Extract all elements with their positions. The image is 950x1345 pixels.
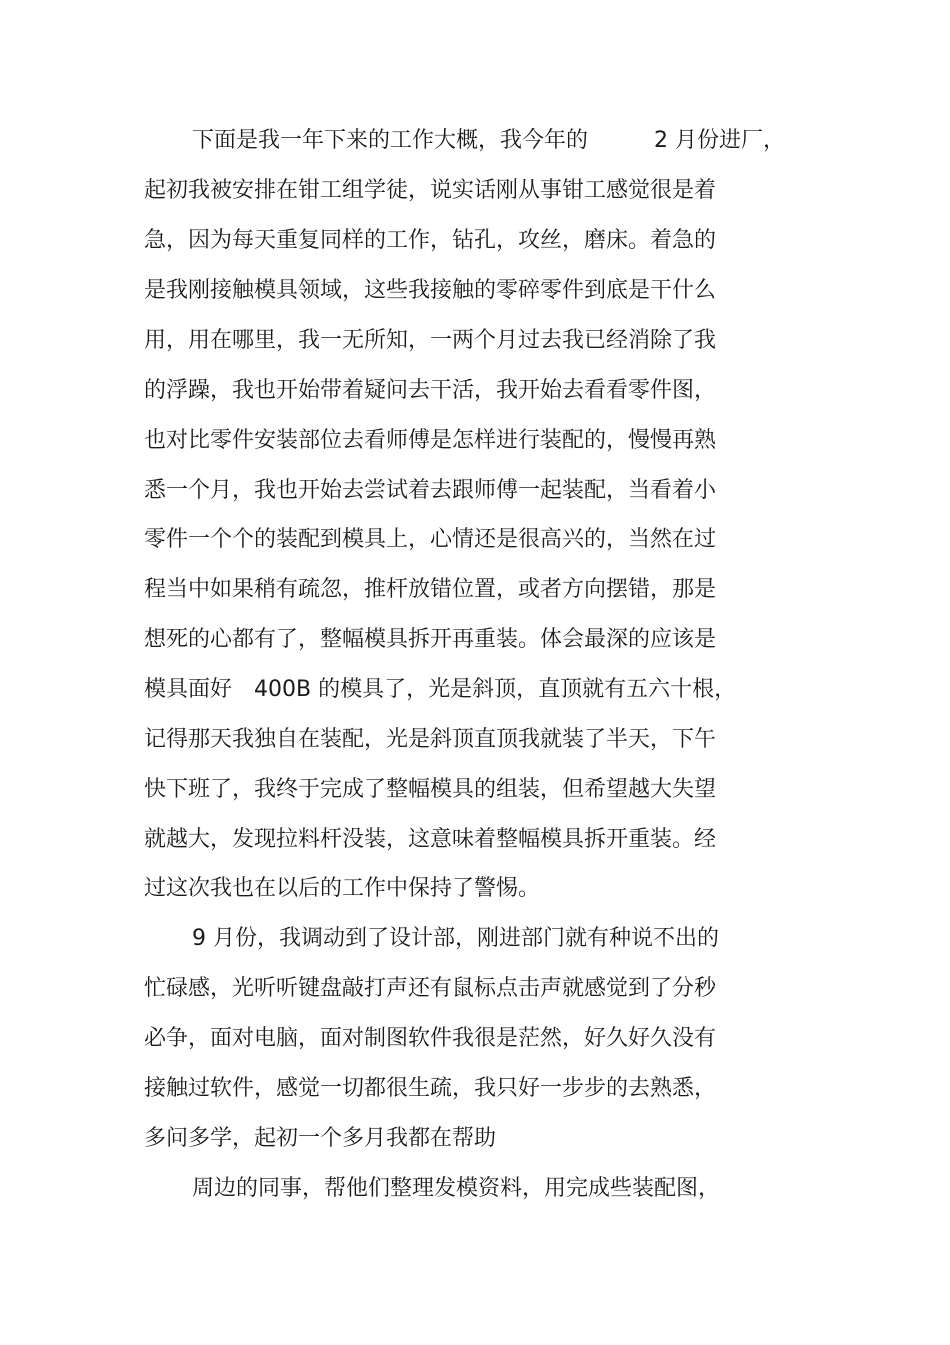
- paragraph-1-line-4: 是我刚接触模具领域，这些我接触的零碎零件到底是干什么: [144, 278, 717, 303]
- paragraph-1-line-3: 急，因为每天重复同样的工作，钻孔，攻丝，磨床。着急的: [144, 228, 717, 253]
- paragraph-1-line-6: 的浮躁，我也开始带着疑问去干活，我开始去看看零件图，: [144, 378, 717, 403]
- paragraph-1-line-14: 快下班了，我终于完成了整幅模具的组装，但希望越大失望: [144, 777, 717, 802]
- paragraph-3-line-1: 周边的同事，帮他们整理发模资料，用完成些装配图，: [192, 1176, 721, 1201]
- paragraph-1-line-10: 程当中如果稍有疏忽，推杆放错位置，或者方向摆错，那是: [144, 577, 717, 602]
- paragraph-1-line-13: 记得那天我独自在装配，光是斜顶直顶我就装了半天，下午: [144, 727, 717, 752]
- paragraph-1-line-5: 用，用在哪里，我一无所知，一两个月过去我已经消除了我: [144, 328, 717, 353]
- paragraph-1-line-7: 也对比零件安装部位去看师傅是怎样进行装配的，慢慢再熟: [144, 428, 717, 453]
- paragraph-2-line-1: 9 月份，我调动到了设计部，刚进部门就有种说不出的: [192, 926, 719, 951]
- paragraph-2-line-4: 接触过软件，感觉一切都很生疏，我只好一步步的去熟悉，: [144, 1076, 717, 1101]
- paragraph-1-line-12: 模具面好 400B 的模具了，光是斜顶，直顶就有五六十根，: [144, 677, 737, 702]
- paragraph-1-line-11: 想死的心都有了，整幅模具拆开再重装。体会最深的应该是: [144, 627, 717, 652]
- paragraph-1-line-8: 悉一个月，我也开始去尝试着去跟师傅一起装配，当看着小: [144, 478, 717, 503]
- paragraph-1-line-2: 起初我被安排在钳工组学徒，说实话刚从事钳工感觉很是着: [144, 178, 717, 203]
- paragraph-2-line-5: 多问多学，起初一个多月我都在帮助: [144, 1126, 497, 1151]
- paragraph-2-line-3: 必争，面对电脑，面对制图软件我很是茫然，好久好久没有: [144, 1026, 717, 1051]
- paragraph-1-line-15: 就越大，发现拉料杆没装，这意味着整幅模具拆开重装。经: [144, 827, 717, 852]
- paragraph-2-line-2: 忙碌感，光听听键盘敲打声还有鼠标点击声就感觉到了分秒: [144, 976, 717, 1001]
- paragraph-1-line-1: 下面是我一年下来的工作大概，我今年的 2 月份进厂，: [192, 128, 785, 153]
- paragraph-1-line-9: 零件一个个的装配到模具上，心情还是很高兴的，当然在过: [144, 527, 717, 552]
- paragraph-1-line-16: 过这次我也在以后的工作中保持了警惕。: [144, 876, 541, 901]
